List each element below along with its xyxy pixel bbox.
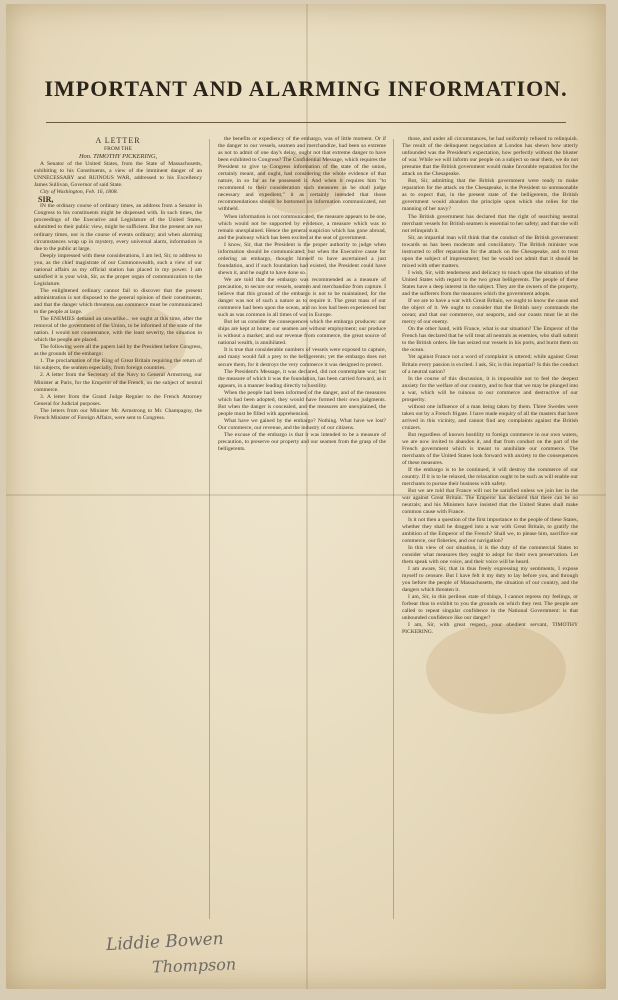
paragraph: The President's Message, it was declared, did not contemplate war; but the measure of which it was the foundation, has been carried forward, as it appears, in a manner leading directly to hostility. (218, 368, 386, 389)
newspaper-sheet (6, 4, 606, 989)
paragraph: In this view of our situation, it is the duty of the commercial States to consider what measures they ought to adopt for their own preservation. Let them speak with one voice, and their voice will be heard. (402, 544, 578, 565)
paragraph: Is it not then a question of the first importance to the people of these States, whether they shall be dragged into a war with Great Britain, to gratify the ambition of the Emperor of the French? Shall we, to please him, sacrifice our commerce, our fisheries, and our navigation? (402, 516, 578, 544)
paragraph: But, Sir, admitting that the British government were ready to make reparation for the attack on the Chesapeake, is the President so unreasonable as to expect that, in the present state of the belligerents, the British government would abandon the principle upon which she relies for the manning of her navy? (402, 178, 578, 213)
paragraph: Yet against France not a word of complaint is uttered; while against Great Britain every passion is excited. I ask, Sir, is this impartial? Is this the conduct of a neutral nation? (402, 354, 578, 375)
paragraph: Deeply impressed with these considerations, I am led, Sir, to address to you, as the chief magistrate of our Commonwealth, such a view of our national affairs as my official station has placed in my power. I am satisfied it is your wish, Sir, as the proper organ of communication to the Legislature. (34, 252, 202, 287)
paragraph: When the people had been informed of the danger, and of the measures which had been adopted, they would have formed their own judgments. But when the danger is concealed, and the measures are unexplained, the people must be filled with apprehension. (218, 389, 386, 417)
article-column-2 (218, 136, 386, 926)
article-column-1 (34, 136, 202, 926)
paragraph: But we are told that France will not be satisfied unless we join her in the war against Great Britain. The Emperor has declared that there can be no neutrals; and his Ministers have insisted that the United States shall make common cause with France. (402, 488, 578, 516)
headline: IMPORTANT AND ALARMING INFORMATION. (44, 76, 568, 101)
paragraph: SIR, (38, 195, 54, 205)
signature-line-2: Thompson (151, 954, 237, 977)
paragraph: IN the ordinary course of ordinary times, an address from a Senator in Congress to his constituents might be dispensed with. In such times, the proceedings of the Executive and Legislature of the United States, submitted to their public view, might be sufficient. But the present are not ordinary times, nor is the course of events ordinary; and when alarming circumstances wrap up in mystery, every universal alarm, information is due to the public at large. (34, 203, 202, 252)
paragraph: Sir, an impartial man will think that the conduct of the British government towards us has been moderate and conciliatory. The British minister was instructed to offer reparation for the attack on the Chesapeake, and to treat upon the subject of impressment; but he would not admit that it should be mixed with other matters. (402, 234, 578, 269)
paragraph: The excuse of the embargo is that it was intended to be a measure of precaution, to preserve our property and our seamen from the grasp of the belligerents. (218, 431, 386, 453)
paragraph: We are told that the embargo was recommended as a measure of precaution, to secure our vessels, seamen and merchandize from capture. I believe that this ground of the embargo is not to be maintained, for the danger was not of such a nature as to require it. The great mass of our commerce had been upon the ocean, and no loss had been experienced but such as was common in all times of war in Europe. (218, 276, 386, 319)
paragraph: I know, Sir, that the President is the proper authority to judge when information should be communicated; but when the Executive cause for ordering an embargo, thought himself to have ascertained a just foundation, and if such foundation had existed, the President could have shewn it, and he ought to have done so. (218, 241, 386, 276)
handwritten-signature (105, 928, 266, 987)
paragraph: What have we gained by the embargo? Nothing. What have we lost? Our commerce, our revenue, and the industry of our citizens. (218, 417, 386, 431)
paragraph: But let us consider the consequences which the embargo produces: our ships are kept at home; our seamen are without employment; our produce is without a market; and our revenue from commerce, the great source of national wealth, is annihilated. (218, 319, 386, 347)
headline-rule (46, 122, 566, 123)
paragraph: I am, Sir, in this perilous state of things, I cannot repress my feelings, or forbear thus to exhibit to you the grounds on which they rest. The people are called to repeat singular confidence in the National Government: is that unbounded confidence like our danger? (402, 594, 578, 622)
paragraph: I am aware, Sir, that in thus freely expressing my sentiments, I expose myself to censure. But I have felt it my duty to lay before you, and through you before the people of Massachusetts, the situation of our country, and the dangers which threaten it. (402, 565, 578, 593)
column-divider (209, 139, 210, 919)
paragraph: the benefits or expediency of the embargo, was of little moment. Or if the danger to our vessels, seamen and merchandize, had been so extreme as not to admit of one day's delay, ought not that extreme danger to have been exhibited to Congress? The Confidential Message, which requires the President to give to Congress information of the state of the union, certainly meant, and ought, had considering the whole evidence of that nature, in so far as he possessed it. And when it requires him "to recommend to their consideration such measures as he shall judge necessary and expedient," it as certainly intended that those recommendations should be bottomed on information communicated, not withheld. (218, 136, 386, 213)
paragraph: If the embargo is to be continued, it will destroy the commerce of our country. If it is to be relaxed, the relaxation ought to be such as will enable our merchants to pursue their business with safety. (402, 467, 578, 488)
column-divider (393, 139, 394, 919)
paragraph: The British government has declared that the right of searching neutral merchant vessels for British seamen is essential to her safety; and that she will not relinquish it. (402, 213, 578, 234)
paragraph: 1. The proclamation of the King of Great Britain requiring the return of his subjects, the seamen especially, from foreign countries. (34, 358, 202, 372)
paragraph: 3. A letter from the Grand Judge Regnier to the French Attorney General for Judicial purposes. (34, 393, 202, 407)
paragraph: FROM THE (103, 146, 133, 152)
paragraph: On the other hand, with France, what is our situation? The Emperor of the French has declared that he will treat all neutrals as enemies, who shall submit to the British orders. He has seized our vessels in his ports, and burnt them on the ocean. (402, 326, 578, 354)
paragraph: 2. A letter from the Secretary of the Navy to General Armstrong, our Minister at Paris, for the Emperor of the French, on the subject of neutral commerce. (34, 372, 202, 393)
paragraph: those, and under all circumstances, he had uniformly refused to relinquish. The result of the delinquent negociation at London has shewn how utterly unfounded was the President's expectation, how perfectly without the bluster of war. While we will inform our people on a subject so near them, we do not presume that the British government would make favorable reparation for the attack on the Chesapeake. (402, 136, 578, 178)
paragraph: without one influence of a man being taken by them. Three Swedes were taken out by a French frigate. I have made enquiry of all the masters that have arrived in this vicinity, and cannot find any complaints against the British cruizers. (402, 403, 578, 431)
paragraph: I wish, Sir, with tenderness and delicacy to touch upon the situation of the United States with regard to the two great belligerents. The people of these States have a deep interest in the subject. They are the owners of the property, and the sufferers from the measures which the government adopts. (402, 269, 578, 298)
paragraph: In the course of this discussion, it is impossible not to feel the deepest anxiety for the welfare of our country, and to fear that we may be plunged into a war, which will be ruinous to our commerce and destructive of our prosperity. (402, 375, 578, 403)
paragraph: The enlightened ordinary cannot fail to discover that the present administration is not disposed to the general opinion of their constituents, and that the danger which threatens our commerce must be communicated to the people at large. (34, 287, 202, 316)
paragraph: A LETTER (95, 136, 141, 145)
paragraph: A Senator of the United States, from the State of Massachusetts, exhibiting to his Constituents, a view of the imminent danger of an UNNECESSARY and RUINOUS WAR, addressed to his Excellency James Sullivan, Governor of said State. (34, 161, 202, 189)
paragraph: City of Washington, Feb. 16, 1808. (40, 189, 118, 196)
paragraph: The letters from our Minister Mr. Armstrong to Mr. Champagny, the French Minister of Foreign Affairs, were sent to Congress. (34, 407, 202, 421)
paragraph: When information is not communicated, the measure appears to be one, which would not be supported by evidence, a measure which was to remain unexplained. Hence the general suspicion which has gone abroad, and the jealousy which has been excited at the seat of government. (218, 213, 386, 241)
article-column-3 (402, 136, 578, 926)
paragraph: But regardless of known hostility to foreign commerce in our own waters, we are now invited to abandon it, and that from conduct on the part of the French government which is meant to annihilate our commerce. The merchants of the United States look forward with anxiety to the consequences of these measures. (402, 431, 578, 467)
paragraph: It is true that considerable numbers of vessels were exposed to capture, and many would fall a prey to the belligerents; yet the embargo does not secure them, for it destroys the very commerce it was designed to protect. (218, 347, 386, 368)
paragraph: If we are to have a war with Great Britain, we ought to know the cause and the object of it. We ought to consider that the British navy commands the ocean; and that our commerce, our seaports, and our coasts must lie at the mercy of our enemy. (402, 298, 578, 326)
paragraph: The following were all the papers laid by the President before Congress, as the grounds of the embargo: (34, 344, 202, 358)
signature-line-1: Liddie Bowen (105, 928, 225, 956)
paragraph: Hon. TIMOTHY PICKERING, (78, 153, 158, 161)
paragraph: I am, Sir, with great respect, your obedient servant, TIMOTHY PICKERING. (402, 622, 578, 636)
paragraph: The ENEMIES demand an unwarlike... we ought at this time, after the removal of the government of the Union, to be informed of the state of the nation. I would not countenance, with the least severity, the situation in which the people are placed. (34, 316, 202, 344)
